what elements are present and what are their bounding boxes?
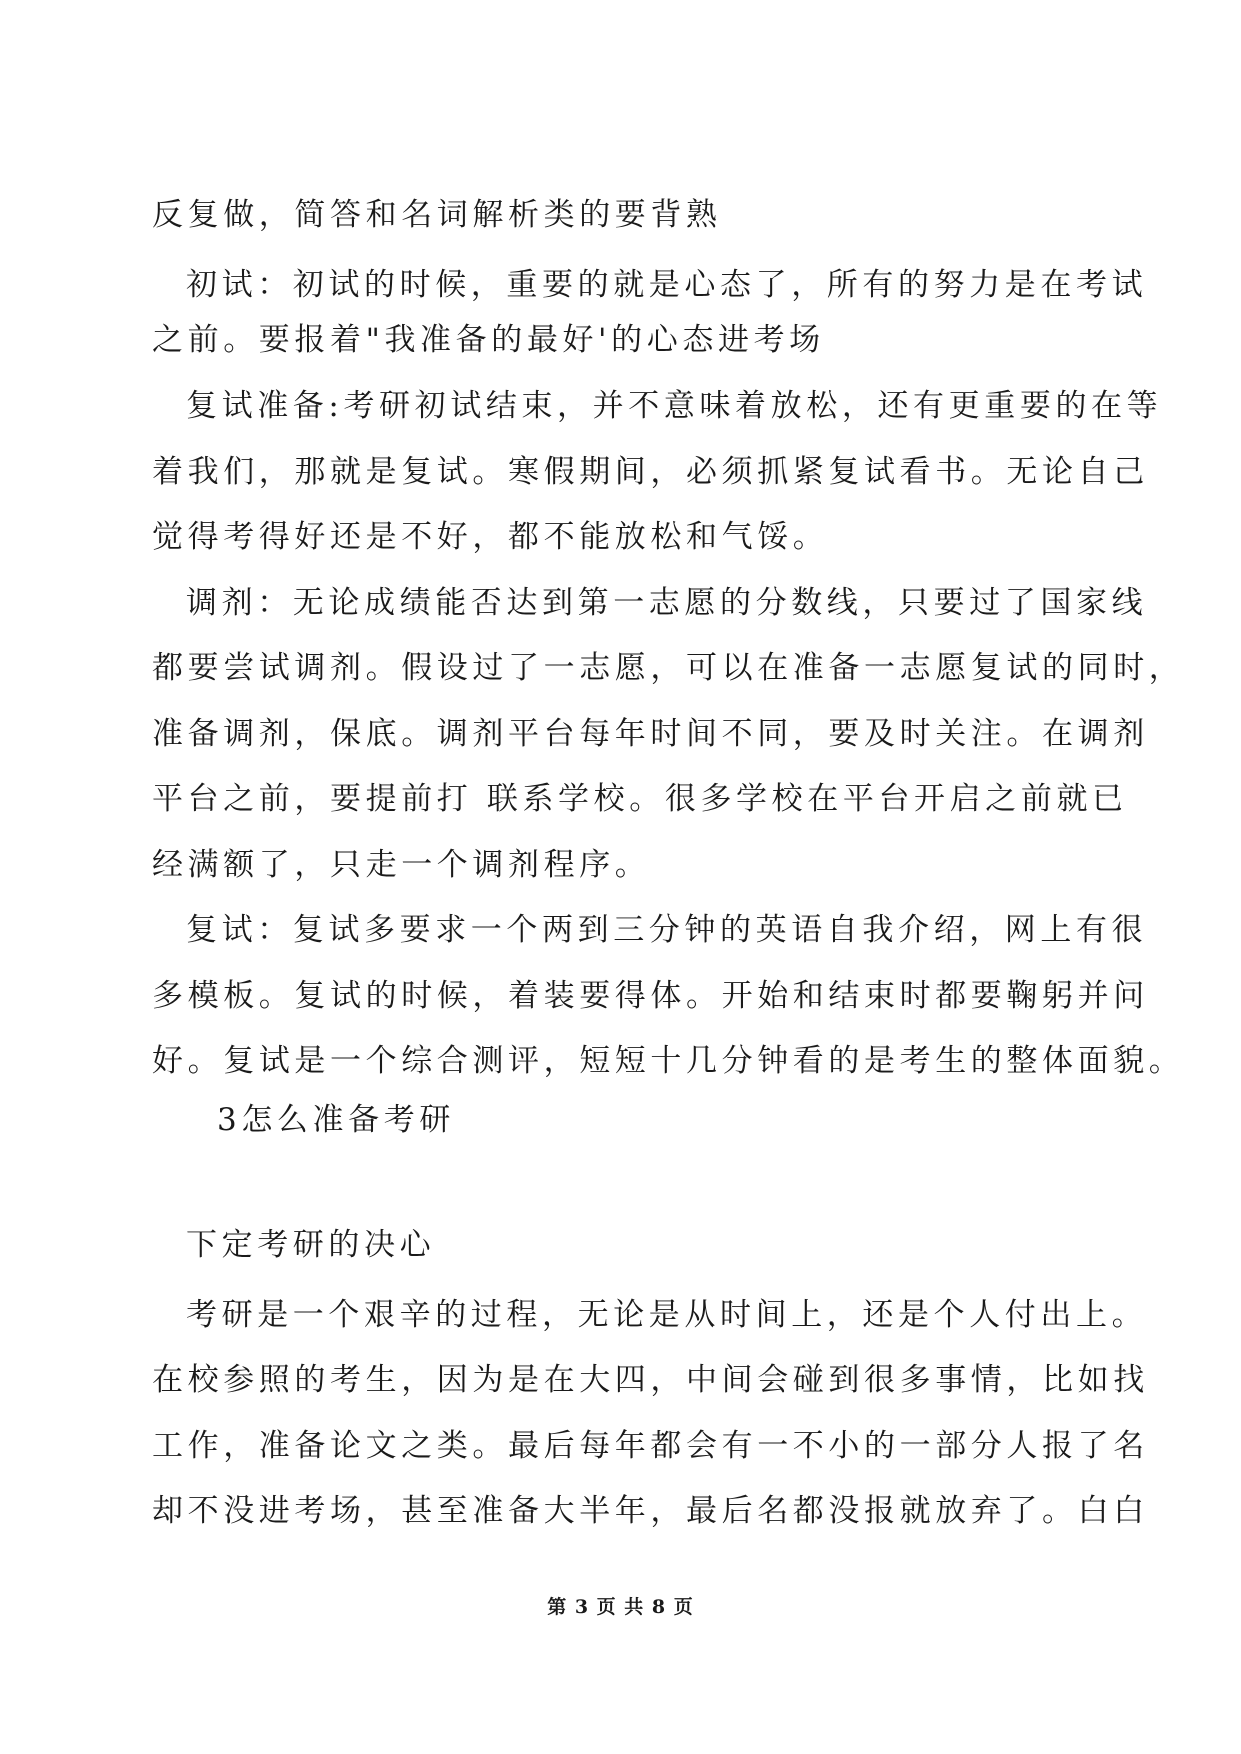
paragraph-line: 觉得考得好还是不好，都不能放松和气馁。 (152, 519, 829, 555)
paragraph-line: 复试：复试多要求一个两到三分钟的英语自我介绍，网上有很 (186, 912, 1148, 948)
paragraph-line: 平台之前，要提前打 联系学校。很多学校在平台开启之前就已 (152, 781, 1128, 817)
paragraph-line: 好。复试是一个综合测评，短短十几分钟看的是考生的整体面貌。 (152, 1043, 1185, 1079)
paragraph-line: 都要尝试调剂。假设过了一志愿，可以在准备一志愿复试的同时， (152, 650, 1185, 686)
paragraph-line: 却不没进考场，甚至准备大半年，最后名都没报就放弃了。白白 (152, 1493, 1149, 1529)
paragraph-line: 反复做，简答和名词解析类的要背熟 (152, 197, 722, 233)
paragraph-line: 经满额了，只走一个调剂程序。 (152, 847, 651, 883)
page-number-footer: 第 3 页 共 8 页 (547, 1596, 694, 1618)
paragraph-line: 在校参照的考生，因为是在大四，中间会碰到很多事情，比如找 (152, 1362, 1149, 1398)
paragraph-line: 准备调剂，保底。调剂平台每年时间不同，要及时关注。在调剂 (152, 716, 1149, 752)
paragraph-line: 初试：初试的时候，重要的就是心态了，所有的努力是在考试 (186, 267, 1148, 303)
paragraph-line: 工作，准备论文之类。最后每年都会有一不小的一部分人报了名 (152, 1428, 1149, 1464)
paragraph-line: 复试准备:考研初试结束，并不意味着放松，还有更重要的在等 (186, 388, 1163, 424)
paragraph-line: 着我们，那就是复试。寒假期间，必须抓紧复试看书。无论自己 (152, 454, 1149, 490)
paragraph-line: 调剂：无论成绩能否达到第一志愿的分数线，只要过了国家线 (186, 585, 1148, 621)
paragraph-line: 之前。要报着"我准备的最好'的心态进考场 (152, 322, 825, 358)
paragraph-line: 多模板。复试的时候，着装要得体。开始和结束时都要鞠躬并问 (152, 978, 1149, 1014)
paragraph-line: 考研是一个艰辛的过程，无论是从时间上，还是个人付出上。 (186, 1297, 1148, 1333)
section-subheading: 下定考研的决心 (186, 1227, 436, 1263)
section-heading: 3怎么准备考研 (217, 1102, 455, 1138)
